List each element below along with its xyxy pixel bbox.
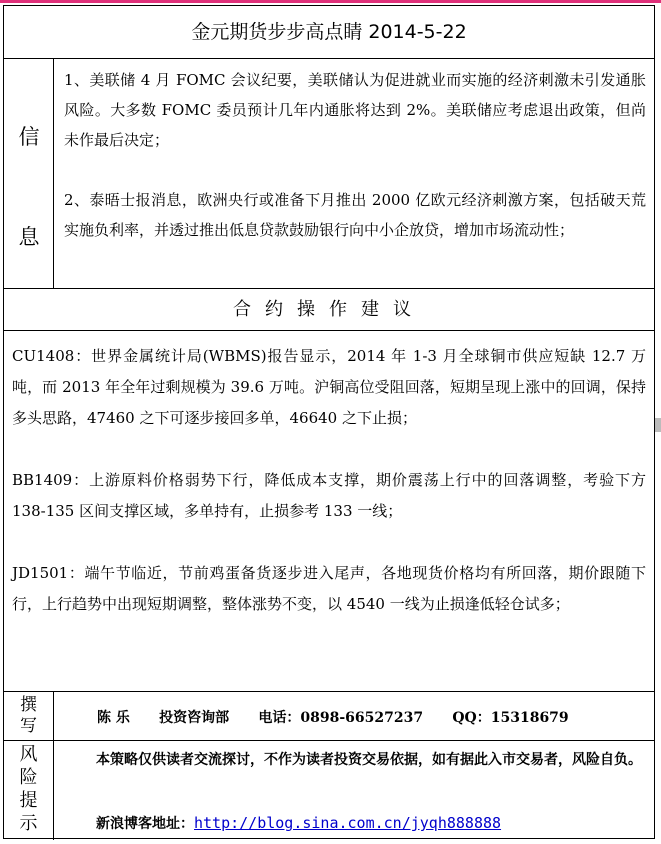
risk-label — [4, 741, 54, 840]
report-title: 金元期货步步高点睛 2014-5-22 — [4, 6, 654, 59]
info-label-char-2: 息 — [18, 225, 40, 249]
risk-label-char-2: 险 — [19, 767, 38, 788]
risk-label-char-3: 提 — [19, 790, 38, 811]
scroll-edge-mark — [655, 418, 661, 432]
info-body — [64, 65, 646, 245]
risk-label-char-1: 风 — [19, 744, 38, 765]
author-label-char-2: 写 — [20, 716, 37, 736]
author-section — [4, 691, 654, 741]
info-section — [4, 59, 654, 289]
risk-disclaimer: 本策略仅供读者交流探讨，不作为读者投资交易依据，如有据此入市交易者，风险自负。 — [96, 752, 642, 768]
risk-label-char-4: 示 — [19, 813, 38, 834]
author-label — [4, 692, 54, 740]
blog-link[interactable]: http://blog.sina.com.cn/jyqh888888 — [194, 814, 502, 832]
info-item-2: 2、泰晤士报消息，欧洲央行或准备下月推出 2000 亿欧元经济刺激方案，包括破天荒实施负利率，并透过推出低息贷款鼓励银行向中小企放贷，增加市场流动性； — [64, 191, 646, 239]
risk-section — [4, 741, 654, 840]
top-accent-line — [0, 0, 661, 3]
author-line — [97, 707, 569, 727]
blog-line — [96, 813, 501, 833]
info-item-1: 1、美联储 4 月 FOMC 会议纪要，美联储认为促进就业而实施的经济刺激未引发通胀风险。大多数 FOMC 委员预计几年内通胀将达到 2%。美联储应考虑退出政策，但尚未作最后决定； — [64, 71, 646, 149]
report-document — [3, 5, 655, 839]
ops-section — [12, 341, 646, 620]
info-label — [4, 59, 54, 288]
author-dept: 投资咨询部 — [159, 710, 230, 726]
author-phone: 电话：0898-66527237 — [258, 710, 424, 726]
info-label-char-1: 信 — [18, 125, 40, 149]
ops-section-title: 合约操作建议 — [4, 289, 654, 331]
blog-label: 新浪博客地址： — [96, 816, 194, 832]
author-name: 陈 乐 — [97, 710, 130, 726]
ops-item-jd1501: JD1501：端午节临近，节前鸡蛋备货逐步进入尾声，各地现货价格均有所回落，期价跟随下行，上行趋势中出现短期调整，整体涨势不变，以 4540 一线为止损逢低轻仓试多； — [12, 564, 646, 613]
author-qq: QQ：15318679 — [452, 710, 569, 726]
ops-item-cu1408: CU1408：世界金属统计局(WBMS)报告显示，2014 年 1-3 月全球铜市供应短缺 12.7 万吨，而 2013 年全年过剩规模为 39.6 万吨。沪铜高位受阻回落，短期呈现上涨中的回调，保持多头思路，47460 之下可逐步接回多单，46640 之下止损； — [12, 347, 646, 427]
ops-item-bb1409: BB1409：上游原料价格弱势下行，降低成本支撑，期价震荡上行中的回落调整，考验下方 138-135 区间支撑区域，多单持有，止损参考 133 一线； — [12, 471, 646, 520]
author-label-char-1: 撰 — [20, 695, 37, 715]
